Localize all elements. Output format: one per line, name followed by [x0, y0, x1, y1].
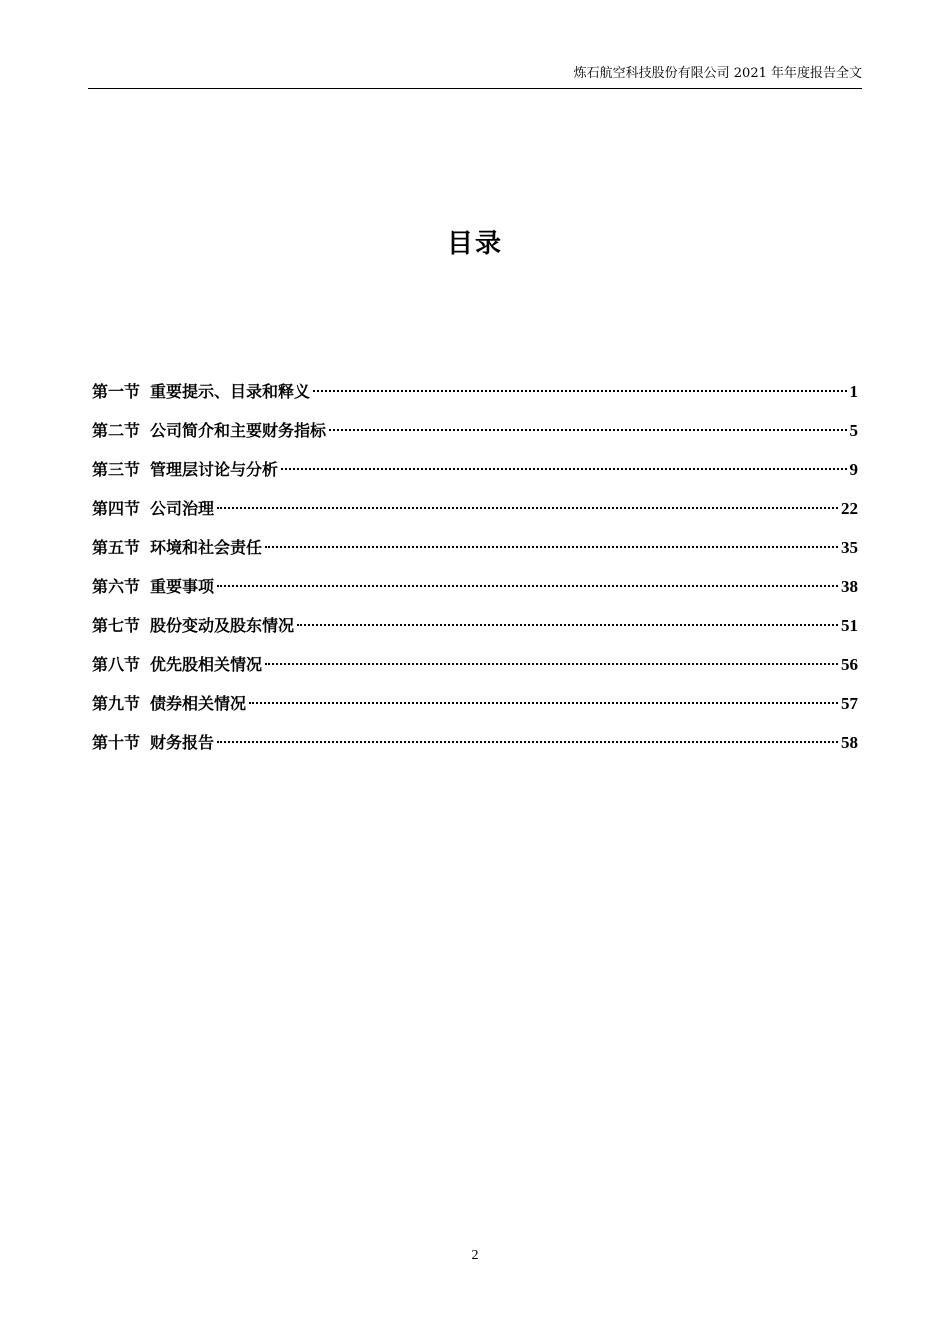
toc-page-number: 51	[841, 616, 858, 635]
toc-entry-6[interactable]	[92, 573, 858, 612]
page-number: 2	[471, 1248, 479, 1263]
toc-section-number: 第二节	[92, 421, 141, 440]
toc-section-name: 重要提示、目录和释义	[150, 382, 311, 401]
toc-section-number: 第一节	[92, 382, 141, 401]
toc-page-number: 57	[841, 694, 858, 713]
toc-page-number: 1	[849, 382, 858, 401]
toc-entry-10[interactable]	[92, 729, 858, 768]
toc-dot-leader	[217, 741, 838, 743]
toc-section-number: 第四节	[92, 499, 141, 518]
toc-entry-8[interactable]	[92, 651, 858, 690]
toc-section-name: 公司简介和主要财务指标	[150, 421, 327, 440]
toc-section-number: 第八节	[92, 655, 141, 674]
toc-entry-2[interactable]	[92, 417, 858, 456]
toc-section-number: 第三节	[92, 460, 141, 479]
running-header	[88, 64, 862, 89]
toc-entry-7[interactable]	[92, 612, 858, 651]
toc-section-name: 管理层讨论与分析	[150, 460, 279, 479]
toc-entry-4[interactable]	[92, 495, 858, 534]
toc-entry-9[interactable]	[92, 690, 858, 729]
toc-section-number: 第十节	[92, 733, 141, 752]
toc-section-number: 第五节	[92, 538, 141, 557]
toc-page-number: 22	[841, 499, 858, 518]
toc-section-name: 环境和社会责任	[150, 538, 263, 557]
toc-dot-leader	[265, 546, 838, 548]
toc-entry-1[interactable]	[92, 378, 858, 417]
toc-dot-leader	[217, 507, 838, 509]
toc-page-number: 56	[841, 655, 858, 674]
toc-section-name: 优先股相关情况	[150, 655, 263, 674]
toc-section-name: 重要事项	[150, 577, 215, 596]
toc-section-name: 债券相关情况	[150, 694, 247, 713]
toc-dot-leader	[265, 663, 838, 665]
table-of-contents	[92, 378, 858, 768]
toc-page-number: 35	[841, 538, 858, 557]
toc-section-name: 财务报告	[150, 733, 215, 752]
toc-dot-leader	[217, 585, 838, 587]
toc-section-number: 第九节	[92, 694, 141, 713]
toc-page-number: 38	[841, 577, 858, 596]
toc-dot-leader	[281, 468, 846, 470]
toc-entry-5[interactable]	[92, 534, 858, 573]
toc-dot-leader	[249, 702, 838, 704]
toc-section-number: 第六节	[92, 577, 141, 596]
running-header-text: 炼石航空科技股份有限公司 2021 年年度报告全文	[573, 66, 862, 81]
toc-page-number: 58	[841, 733, 858, 752]
toc-section-name: 股份变动及股东情况	[150, 616, 295, 635]
toc-dot-leader	[313, 390, 846, 392]
toc-dot-leader	[297, 624, 838, 626]
toc-page-number: 5	[849, 421, 858, 440]
toc-page-number: 9	[849, 460, 858, 479]
toc-section-name: 公司治理	[150, 499, 215, 518]
toc-title: 目录	[446, 229, 503, 259]
toc-entry-3[interactable]	[92, 456, 858, 495]
toc-dot-leader	[329, 429, 846, 431]
toc-section-number: 第七节	[92, 616, 141, 635]
